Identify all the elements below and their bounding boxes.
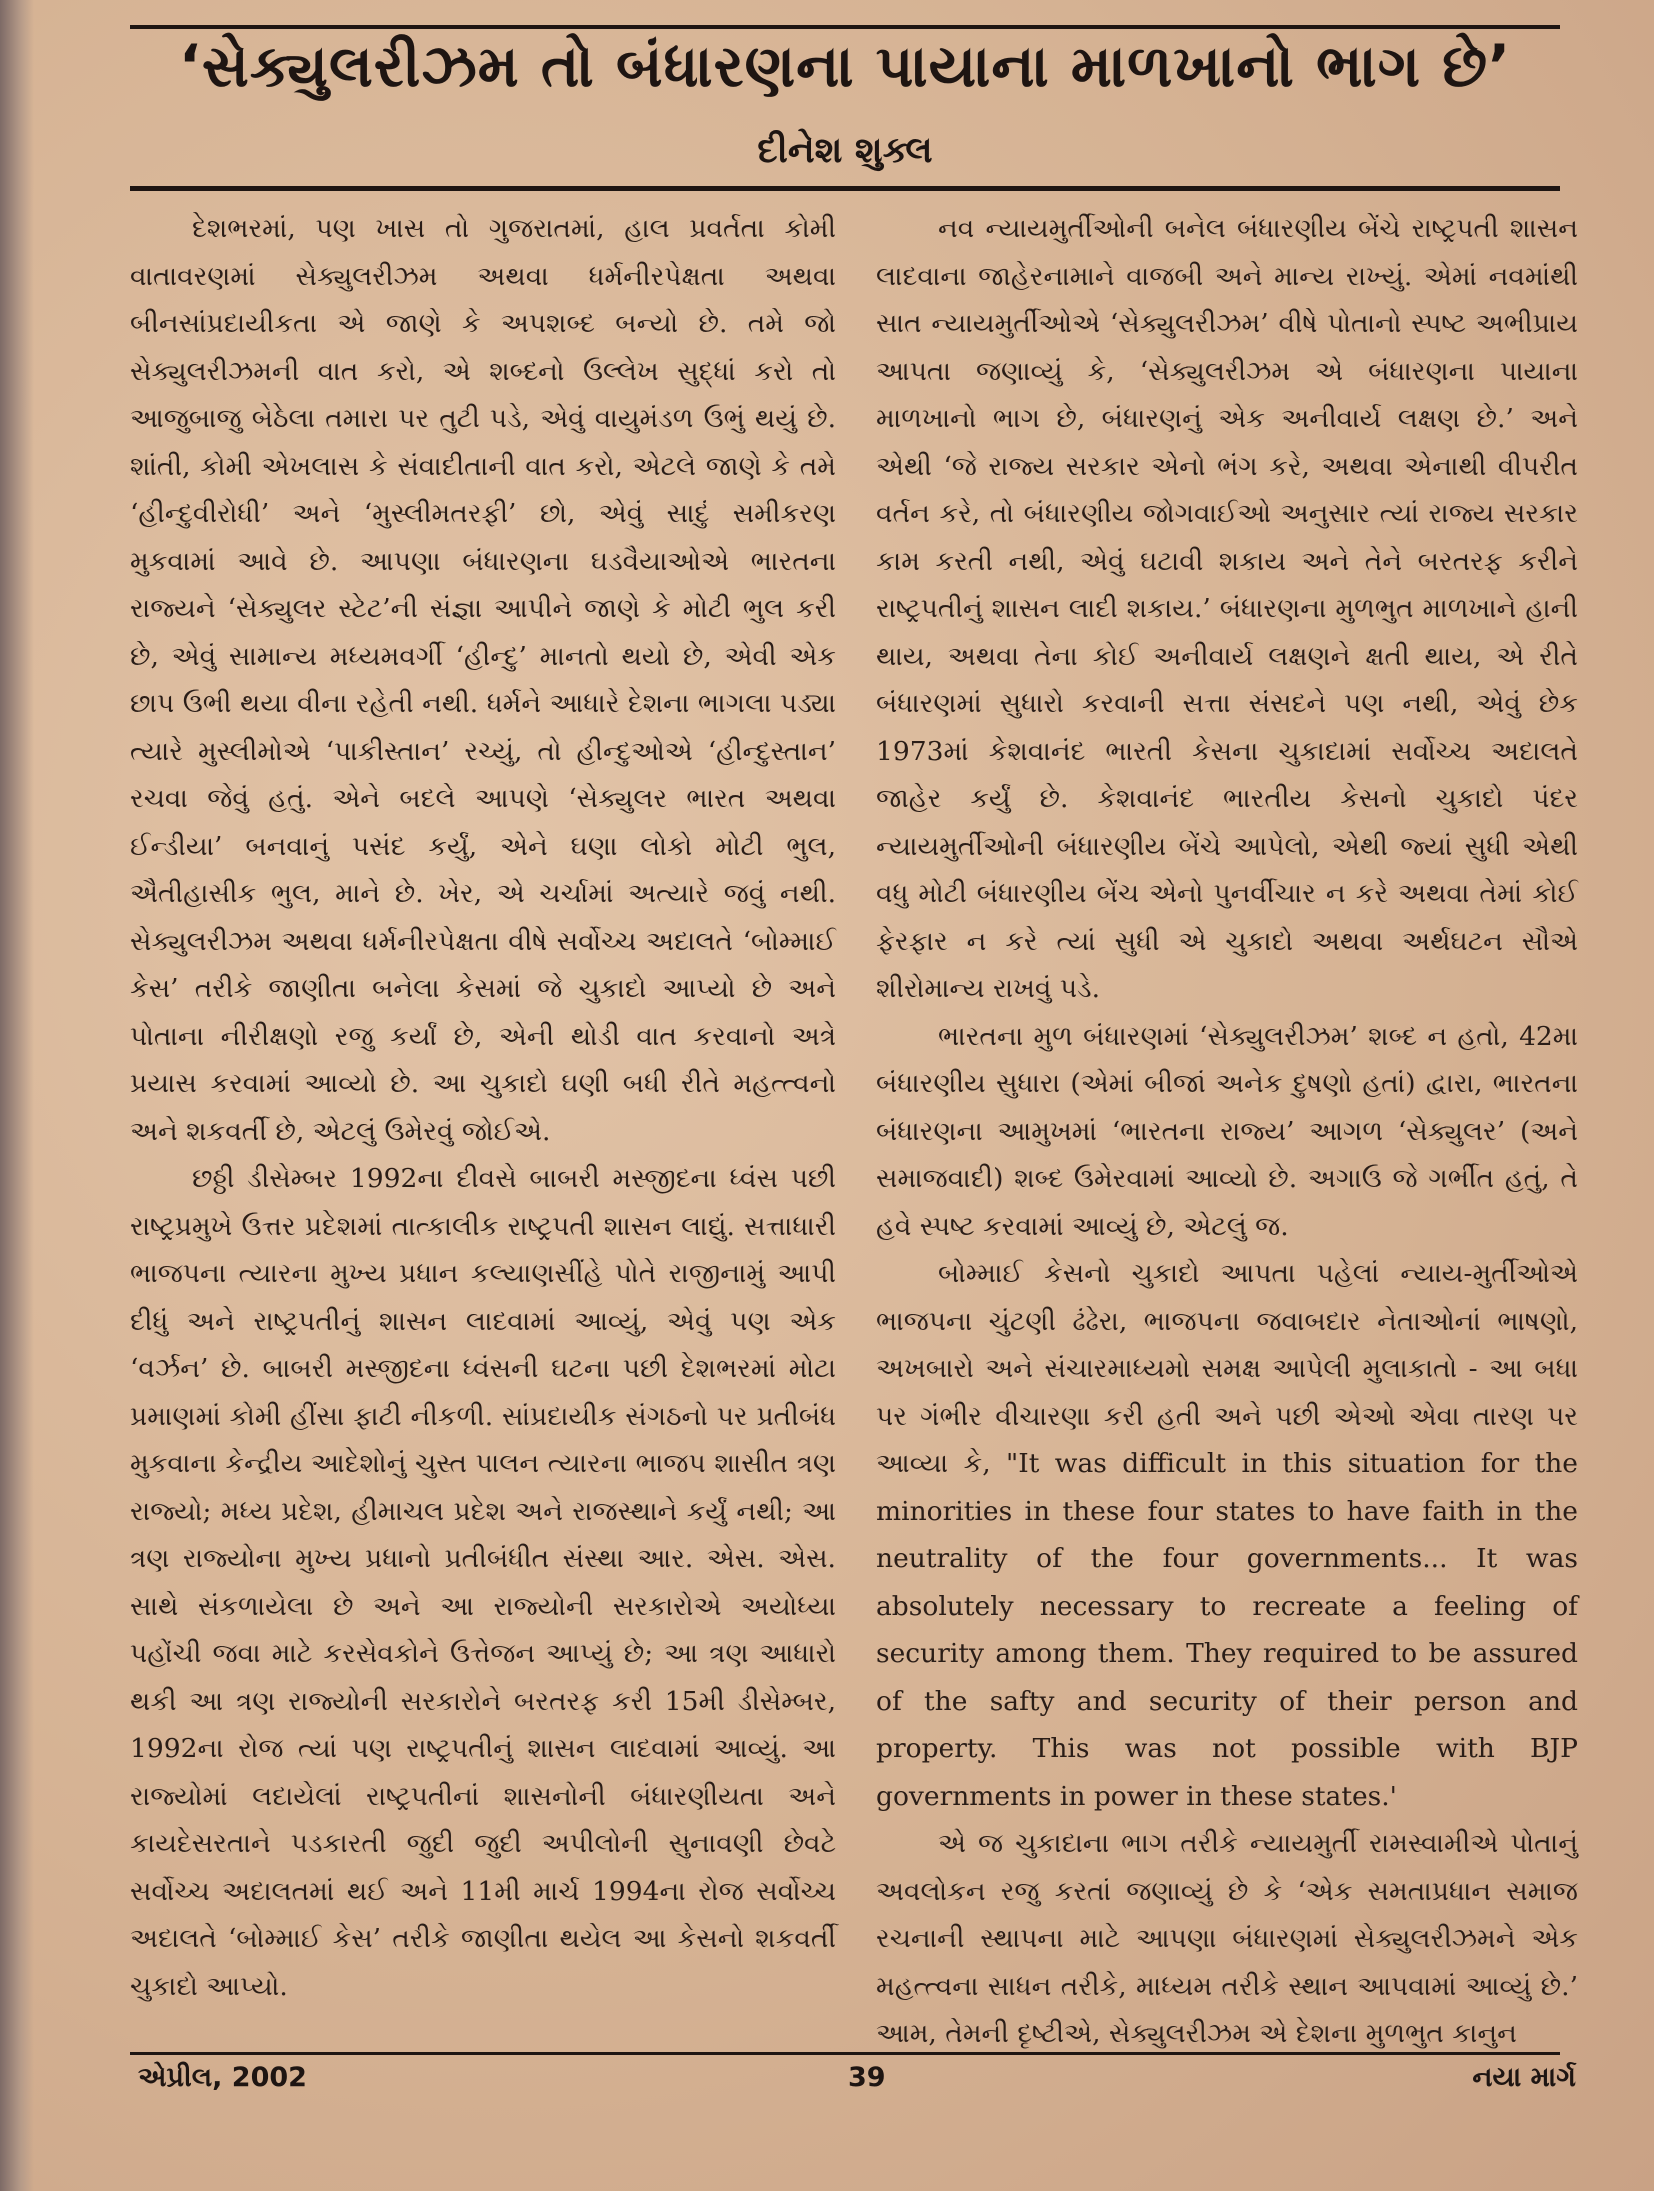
footer-rule: [130, 2052, 1560, 2055]
top-rule: [130, 25, 1560, 29]
header-rule: [130, 186, 1560, 191]
paragraph: દેશભરમાં, પણ ખાસ તો ગુજરાતમાં, હાલ પ્રવર્તતા કોમી વાતાવરણમાં સેક્યુલરીઝમ અથવા ધર્મનીરપેક્ષતા અથવા બીનસાંપ્રદાયીકતા એ જાણે કે અપશબ્દ બન્યો છે. તમે જો સેક્યુલરીઝમની વાત કરો, એ શબ્દનો ઉલ્લેખ સુદ્ધાં કરો તો આજુબાજુ બેઠેલા તમારા પર તુટી પડે, એવું વાયુમંડળ ઉભું થયું છે. શાંતી, કોમી એખલાસ કે સંવાદીતાની વાત કરો, એટલે જાણે કે તમે ‘હીન્દુવીરોધી’ અને ‘મુસ્લીમતરફી’ છો, એવું સાદું સમીકરણ મુકવામાં આવે છે. આપણા બંધારણના ઘડવૈયાઓએ ભારતના રાજ્યને ‘સેક્યુલર સ્ટેટ’ની સંજ્ઞા આપીને જાણે કે મોટી ભુલ કરી છે, એવું સામાન્ય મધ્યમવર્ગી ‘હીન્દુ’ માનતો થયો છે, એવી એક છાપ ઉભી થયા વીના રહેતી નથી. ધર્મને આધારે દેશના ભાગલા પડ્યા ત્યારે મુસ્લીમોએ ‘પાકીસ્તાન’ રચ્યું, તો હીન્દુઓએ ‘હીન્દુસ્તાન’ રચવા જેવું હતું. એને બદલે આપણે ‘સેક્યુલર ભારત અથવા ઈન્ડીયા’ બનવાનું પસંદ કર્યું, એને ઘણા લોકો મોટી ભુલ, ઐતીહાસીક ભુલ, માને છે. ખેર, એ ચર્ચામાં અત્યારે જવું નથી. સેક્યુલરીઝમ અથવા ધર્મનીરપેક્ષતા વીષે સર્વોચ્ચ અદાલતે ‘બોમ્માઈ કેસ’ તરીકે જાણીતા બનેલા કેસમાં જે ચુકાદો આપ્યો છે અને પોતાના નીરીક્ષણો રજુ કર્યાં છે, એની થોડી વાત કરવાનો અત્રે પ્રયાસ કરવામાં આવ્યો છે. આ ચુકાદો ઘણી બધી રીતે મહત્ત્વનો અને શકવર્તી છે, એટલું ઉમેરવું જોઈએ.: [130, 213, 836, 1147]
paragraph: બોમ્માઈ કેસનો ચુકાદો આપતા પહેલાં ન્યાય-મુર્તીઓએ ભાજપના ચુંટણી ઢંઢેરા, ભાજપના જવાબદાર નેતાઓનાં ભાષણો, અખબારો અને સંચારમાધ્યમો સમક્ષ આપેલી મુલાકાતો - આ બધા પર ગંભીર વીચારણા કરી હતી અને પછી એઓ એવા તારણ પર આવ્યા કે, "It was difficult in this situation for the minorities in these four states to have faith in the neutrality of the four governments... It was absolutely necessary to recreate a feeling of security among them. They required to be assured of the safty and security of their person and property. This was not possible with BJP governments in power in these states.': [876, 1258, 1578, 1812]
magazine-name: નયા માર્ગ: [1472, 2062, 1576, 2093]
page-binding-shadow: [0, 0, 34, 2191]
article-title: ‘સેક્યુલરીઝમ તો બંધારણના પાયાના માળખાનો ભાગ છે’: [178, 32, 1512, 100]
paragraph: એ જ ચુકાદાના ભાગ તરીકે ન્યાયમુર્તી રામસ્વામીએ પોતાનું અવલોકન રજુ કરતાં જણાવ્યું છે કે ‘એક સમતાપ્રધાન સમાજ રચનાની સ્થાપના માટે આપણા બંધારણમાં સેક્યુલરીઝમને એક મહત્ત્વના સાધન તરીકે, માધ્યમ તરીકે સ્થાન આપવામાં આવ્યું છે.’ આમ, તેમની દૃષ્ટીએ, સેક્યુલરીઝમ એ દેશના મુળભુત કાનુન: [876, 1828, 1578, 2049]
footer-date: એપ્રીલ, 2002: [138, 2062, 307, 2093]
left-column: [130, 205, 836, 2010]
paragraph: નવ ન્યાયમુર્તીઓની બનેલ બંધારણીય બેંચે રાષ્ટ્રપતી શાસન લાદવાના જાહેરનામાને વાજબી અને માન્ય રાખ્યું. એમાં નવમાંથી સાત ન્યાયમુર્તીઓએ ‘સેક્યુલરીઝમ’ વીષે પોતાનો સ્પષ્ટ અભીપ્રાય આપતા જણાવ્યું કે, ‘સેક્યુલરીઝમ એ બંધારણના પાયાના માળખાનો ભાગ છે, બંધારણનું એક અનીવાર્ય લક્ષણ છે.’ અને એથી ‘જે રાજ્ય સરકાર એનો ભંગ કરે, અથવા એનાથી વીપરીત વર્તન કરે, તો બંધારણીય જોગવાઈઓ અનુસાર ત્યાં રાજ્ય સરકાર કામ કરતી નથી, એવું ઘટાવી શકાય અને તેને બરતરફ કરીને રાષ્ટ્રપતીનું શાસન લાદી શકાય.’ બંધારણના મુળભુત માળખાને હાની થાય, અથવા તેના કોઈ અનીવાર્ય લક્ષણને ક્ષતી થાય, એ રીતે બંધારણમાં સુધારો કરવાની સત્તા સંસદને પણ નથી, એવું છેક 1973માં કેશવાનંદ ભારતી કેસના ચુકાદામાં સર્વોચ્ચ અદાલતે જાહેર કર્યું છે. કેશવાનંદ ભારતીય કેસનો ચુકાદો પંદર ન્યાયમુર્તીઓની બંધારણીય બેંચે આપેલો, એથી જ્યાં સુધી એથી વધુ મોટી બંધારણીય બેંચ એનો પુનર્વીચાર ન કરે અથવા તેમાં કોઈ ફેરફાર ન કરે ત્યાં સુધી એ ચુકાદો અથવા અર્થઘટન સૌએ શીરોમાન્ય રાખવું પડે.: [876, 213, 1578, 1004]
paragraph: છઠ્ઠી ડીસેમ્બર 1992ના દીવસે બાબરી મસ્જીદના ધ્વંસ પછી રાષ્ટ્રપ્રમુખે ઉત્તર પ્રદેશમાં તાત્કાલીક રાષ્ટ્રપતી શાસન લાદ્યું. સત્તાધારી ભાજપના ત્યારના મુખ્ય પ્રધાન કલ્યાણસીંહે પોતે રાજીનામું આપી દીધું અને રાષ્ટ્રપતીનું શાસન લાદવામાં આવ્યું, એવું પણ એક ‘વર્ઝન’ છે. બાબરી મસ્જીદના ધ્વંસની ઘટના પછી દેશભરમાં મોટા પ્રમાણમાં કોમી હીંસા ફાટી નીકળી. સાંપ્રદાયીક સંગઠનો પર પ્રતીબંધ મુકવાના કેન્દ્રીય આદેશોનું ચુસ્ત પાલન ત્યારના ભાજપ શાસીત ત્રણ રાજ્યો; મધ્ય પ્રદેશ, હીમાચલ પ્રદેશ અને રાજસ્થાને કર્યું નથી; આ ત્રણ રાજ્યોના મુખ્ય પ્રધાનો પ્રતીબંધીત સંસ્થા આર. એસ. એસ. સાથે સંકળાયેલા છે અને આ રાજ્યોની સરકારોએ અયોધ્યા પહોંચી જવા માટે કરસેવકોને ઉત્તેજન આપ્યું છે; આ ત્રણ આધારો થકી આ ત્રણ રાજ્યોની સરકારોને બરતરફ કરી 15મી ડીસેમ્બર, 1992ના રોજ ત્યાં પણ રાષ્ટ્રપતીનું શાસન લાદવામાં આવ્યું. આ રાજ્યોમાં લદાયેલાં રાષ્ટ્રપતીનાં શાસનોની બંધારણીયતા અને કાયદેસરતાને પડકારતી જુદી જુદી અપીલોની સુનાવણી છેવટે સર્વોચ્ચ અદાલતમાં થઈ અને 11મી માર્ચ 1994ના રોજ સર્વોચ્ચ અદાલતે ‘બોમ્માઈ કેસ’ તરીકે જાણીતા થયેલ આ કેસનો શકવર્તી ચુકાદો આપ્યો.: [130, 1163, 836, 2002]
page-number: 39: [848, 2062, 886, 2093]
article-author: દીનેશ શુક્લ: [757, 130, 933, 171]
paragraph: ભારતના મુળ બંધારણમાં ‘સેક્યુલરીઝમ’ શબ્દ ન હતો, 42મા બંધારણીય સુધારા (એમાં બીજાં અનેક દુષણો હતાં) દ્વારા, ભારતના બંધારણના આમુખમાં ‘ભારતના રાજ્ય’ આગળ ‘સેક્યુલર’ (અને સમાજવાદી) શબ્દ ઉમેરવામાં આવ્યો છે. અગાઉ જે ગર્ભીત હતું, તે હવે સ્પષ્ટ કરવામાં આવ્યું છે, એટલું જ.: [876, 1020, 1578, 1242]
right-column: [876, 205, 1578, 2058]
